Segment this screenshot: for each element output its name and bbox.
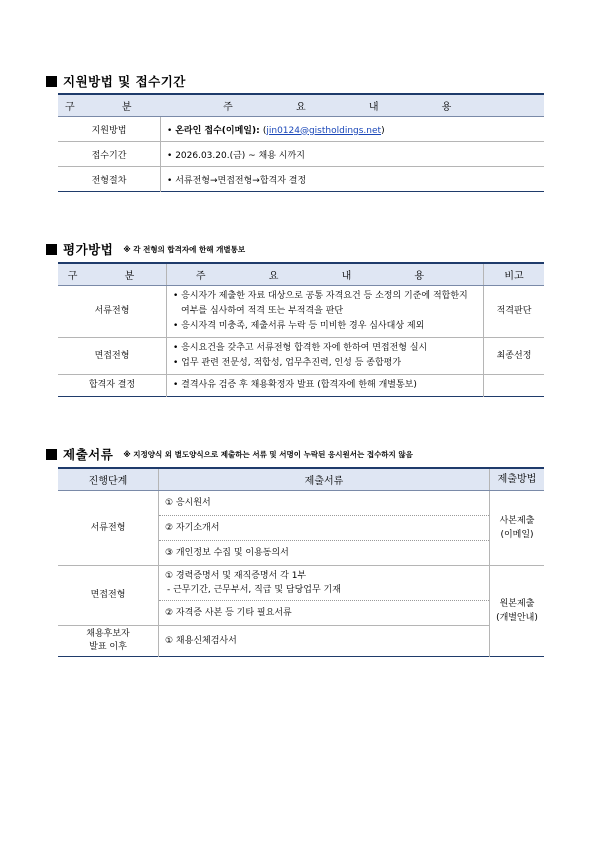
row-content: • 응시요건을 갖추고 서류전형 합격한 자에 한하여 면접전형 실시 • 업무 관련 전문성, 적합성, 업무추진력, 인성 등 종합평가 [167, 338, 484, 375]
row-remark: 적격판단 [484, 286, 545, 338]
table-row [58, 491, 544, 516]
stage-label: 서류전형 [58, 491, 159, 566]
row-value: • 온라인 접수(이메일): (jin0124@gistholdings.net) [161, 117, 545, 142]
row-value: • 2026.03.20.(금) ~ 채용 시까지 [161, 142, 545, 167]
row-label: 서류전형 [58, 286, 167, 338]
table-row [58, 142, 544, 167]
row-label: 전형절차 [58, 167, 161, 192]
section-title-text: 제출서류 [63, 447, 114, 462]
header-documents: 제출서류 [159, 468, 490, 491]
document-item: ① 응시원서 [159, 491, 490, 516]
header-category: 구 분 [58, 94, 161, 117]
table-row [58, 286, 544, 338]
stage-label: 채용후보자 발표 이후 [58, 626, 159, 657]
row-value: • 서류전형→면접전형→합격자 결정 [167, 175, 307, 186]
header-content: 주 요 내 용 [161, 94, 545, 117]
row-remark: 최종선정 [484, 338, 545, 375]
table-row [58, 626, 544, 657]
header-remark: 비고 [484, 263, 545, 286]
email-link[interactable]: jin0124@gistholdings.net [266, 125, 382, 136]
header-content: 주 요 내 용 [167, 263, 484, 286]
document-item: ① 경력증명서 및 재직증명서 각 1부 - 근무기간, 근무부서, 직급 및 담당업무 기재 [159, 566, 490, 601]
submit-method: 원본제출 (개별안내) [490, 566, 545, 657]
table-row [58, 117, 544, 142]
row-content: • 결격사유 검증 후 채용확정자 발표 (합격자에 한해 개별통보) [173, 380, 417, 390]
document-item: ③ 개인정보 수집 및 이용동의서 [159, 541, 490, 566]
document-item: ② 자기소개서 [159, 516, 490, 541]
header-category: 구 분 [58, 263, 167, 286]
row-content: • 응시자가 제출한 자료 대상으로 공통 자격요건 등 소정의 기준에 적합한지 여부를 심사하여 적격 또는 부적격을 판단 • 응시자격 미충족, 제출서류 누락 등 미비한 경우 심사대상 제외 [167, 286, 484, 338]
section-title-evaluation [46, 240, 245, 258]
square-bullet-icon [46, 449, 57, 460]
section-title-text: 지원방법 및 접수기간 [63, 74, 186, 89]
row-remark [484, 375, 545, 397]
square-bullet-icon [46, 244, 57, 255]
stage-label: 면접전형 [58, 566, 159, 626]
table-row [58, 566, 544, 601]
section-note: ※ 각 전형의 합격자에 한해 개별통보 [123, 244, 246, 254]
row-label: 접수기간 [58, 142, 161, 167]
document-item: ② 자격증 사본 등 기타 필요서류 [159, 601, 490, 626]
section-title-text: 평가방법 [63, 242, 114, 257]
table-row [58, 167, 544, 192]
square-bullet-icon [46, 76, 57, 87]
table-row [58, 375, 544, 397]
row-label: 지원방법 [58, 117, 161, 142]
section-title-application [46, 72, 186, 90]
row-label: 합격자 결정 [58, 375, 167, 397]
row-label: 면접전형 [58, 338, 167, 375]
documents-table [58, 467, 544, 657]
document-item: ① 채용신체검사서 [165, 636, 237, 646]
evaluation-table [58, 262, 544, 397]
application-table [58, 93, 544, 192]
header-method: 제출방법 [490, 468, 545, 491]
header-stage: 진행단계 [58, 468, 159, 491]
table-row [58, 338, 544, 375]
section-title-documents [46, 445, 413, 463]
submit-method: 사본제출 (이메일) [490, 491, 545, 566]
section-note: ※ 지정양식 외 별도양식으로 제출하는 서류 및 서명이 누락된 응시원서는 접수하지 않음 [123, 449, 413, 459]
